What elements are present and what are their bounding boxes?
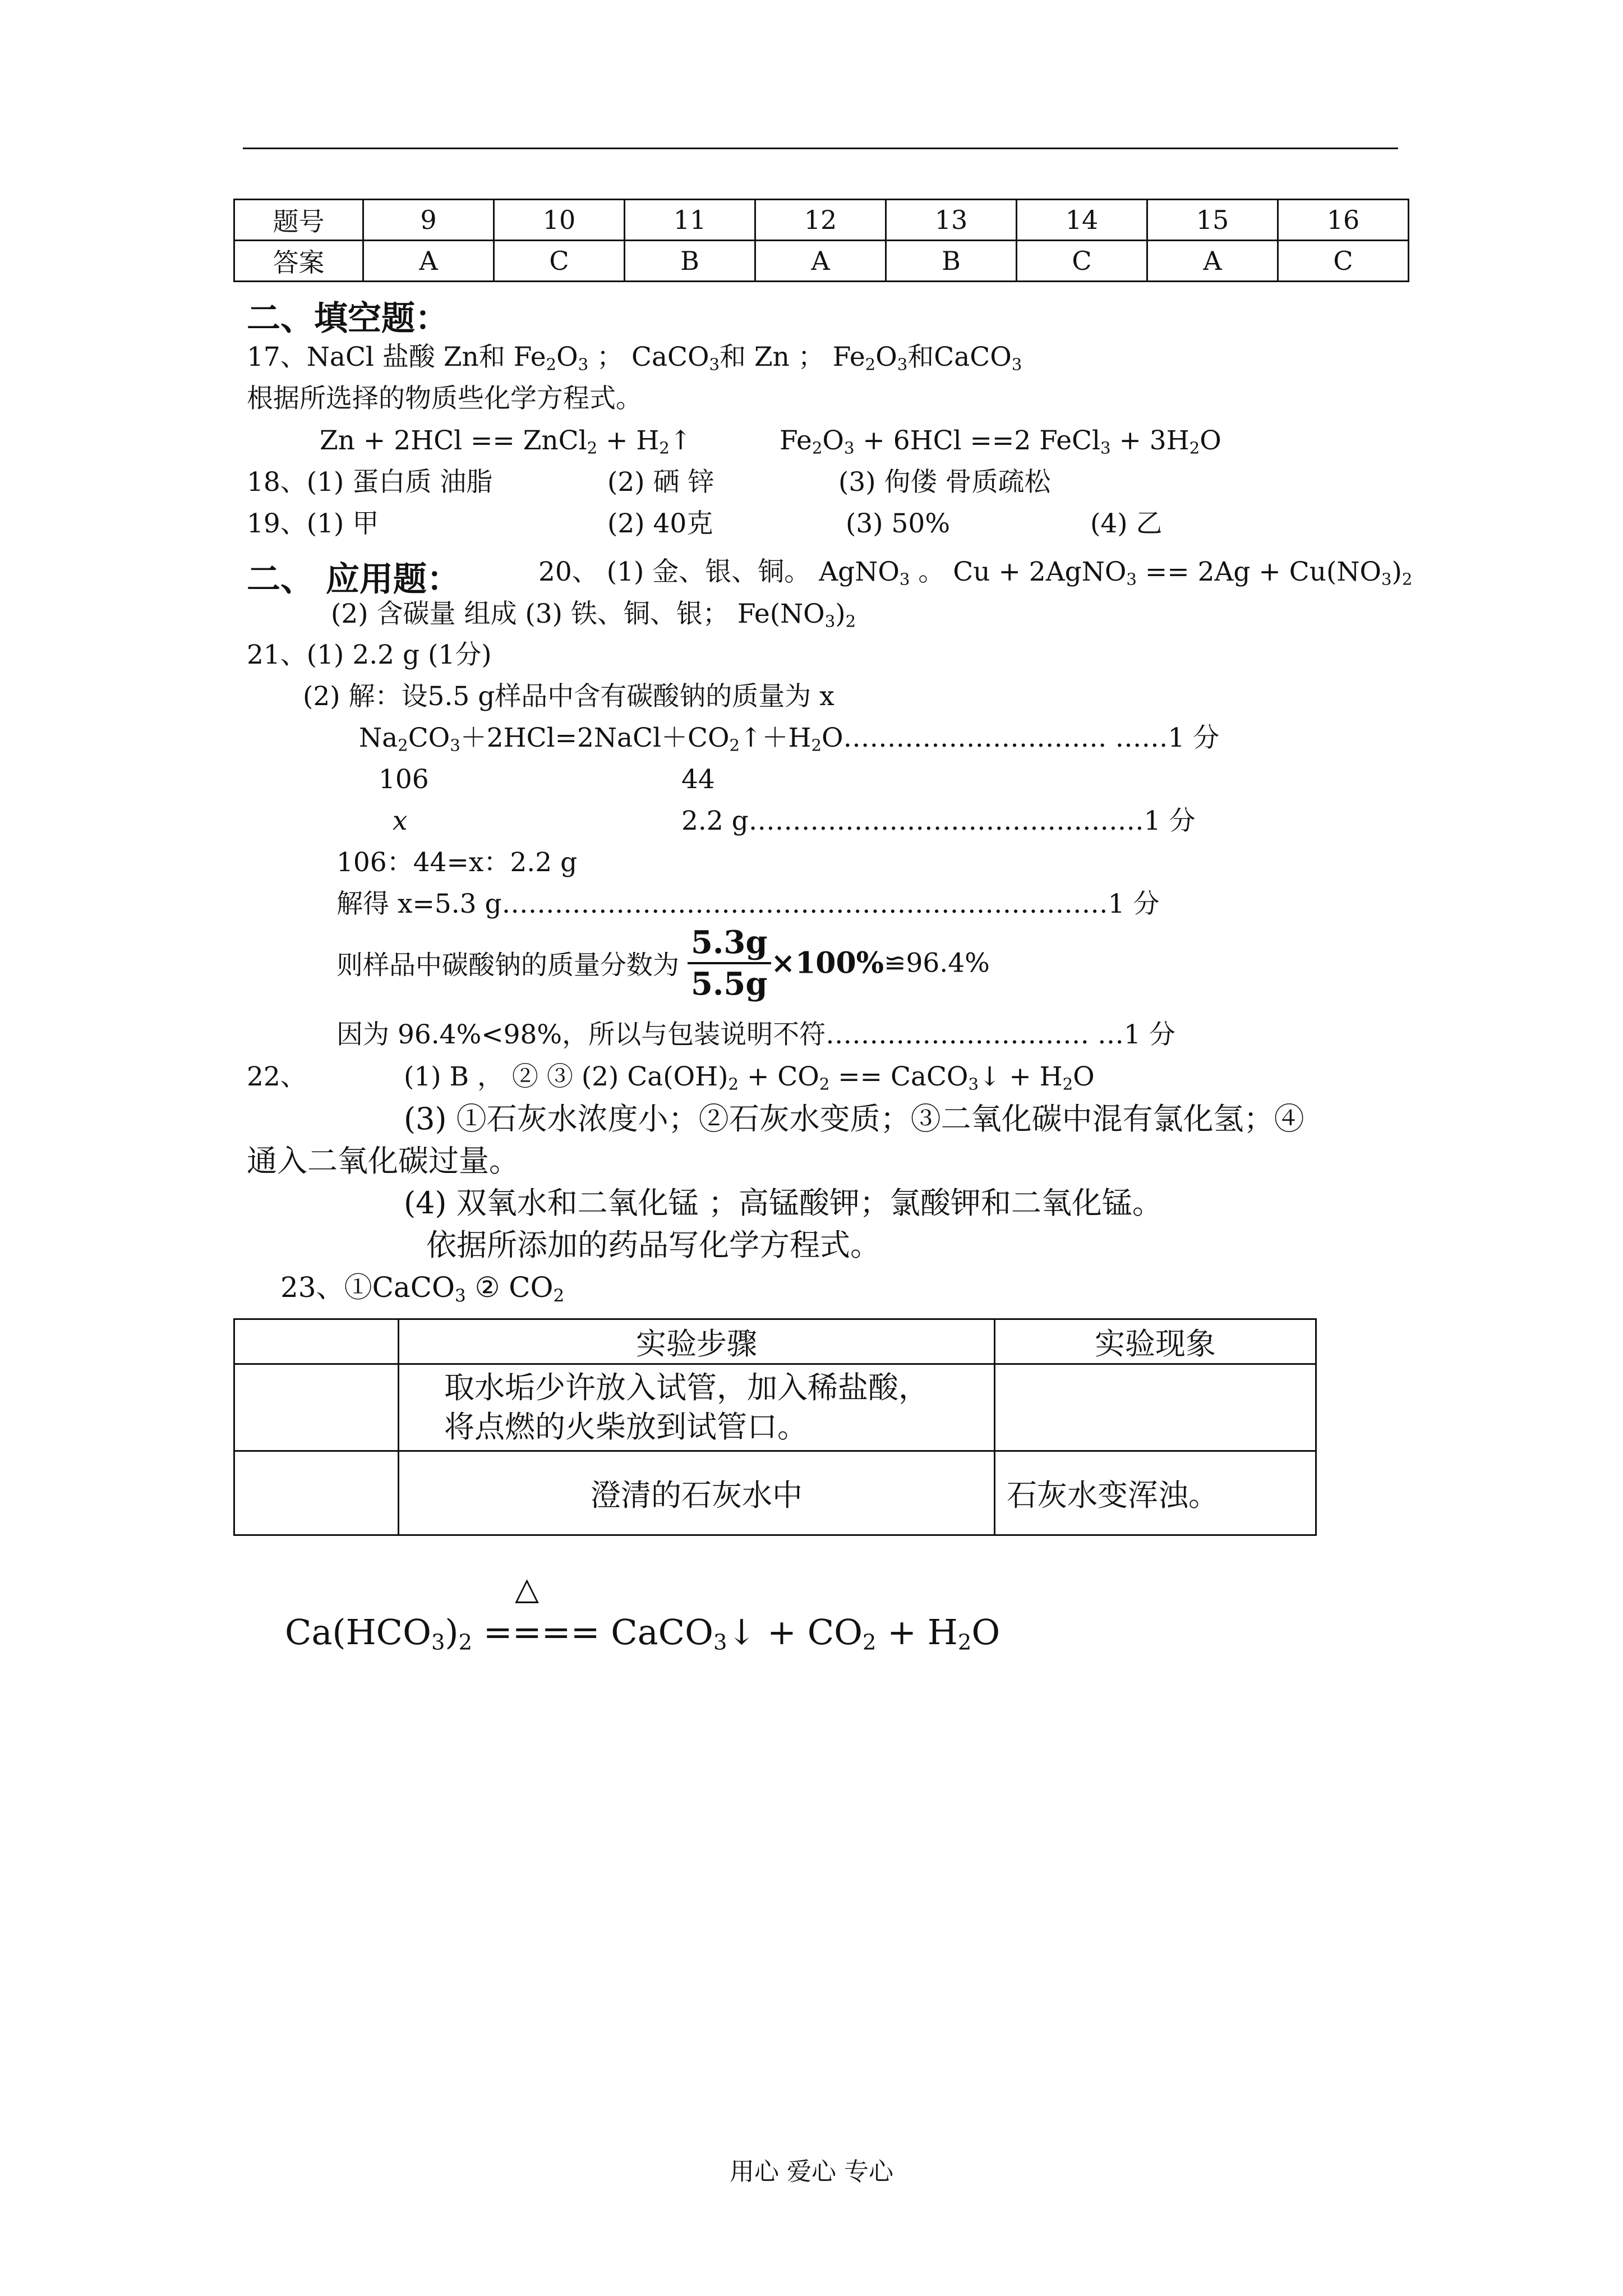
question-number: 12 — [755, 200, 886, 241]
q22-line1: (1) B ， ② ③ (2) $Ca(OH)_2 + CO_2$ == CaCO$_3$↓ + $H_2O$ — [404, 1061, 1095, 1094]
question-number: 13 — [886, 200, 1017, 241]
q19-part4: (4) 乙 — [1090, 508, 1163, 539]
question-number: 10 — [494, 200, 625, 241]
question-number: 16 — [1278, 200, 1409, 241]
q22-line3: (3) ①石灰水浓度小；②石灰水变质；③二氧化碳中混有氯化氢；④ — [404, 1101, 1304, 1137]
q17-line2: 根据所选择的物质些化学方程式。 — [247, 383, 642, 414]
q22-line5: 依据所添加的药品写化学方程式。 — [426, 1227, 880, 1263]
answer-cell: A — [1147, 241, 1278, 282]
q21-molar-mass-1: 106 — [379, 764, 429, 795]
q18-part3: (3) 佝偻 骨质疏松 — [838, 467, 1051, 498]
q17-line1: 17、NaCl 盐酸 Zn和 $Fe_2O_3$ ； CaCO$_3$和 Zn ； $Fe_2O_3$和CaCO$_3$ — [247, 342, 1022, 374]
answer-cell: B — [625, 241, 755, 282]
q20-line1: 20、 (1) 金、银、铜。 AgNO$_3$ 。 Cu + 2AgNO$_3$ == $2Ag + Cu(NO_3)_2$ — [538, 556, 1413, 589]
q22-line3-cont: 通入二氧化碳过量。 — [247, 1143, 519, 1179]
phenomenon-cell-2: 石灰水变浑浊。 — [995, 1451, 1316, 1535]
q21-part1: 21、(1) 2.2 g (1分) — [247, 639, 492, 670]
q19-part3: (3) 50% — [846, 508, 950, 539]
decomposition-equation: $Ca(HCO_3)_2$ ==== CaCO$_3$↓ + $CO_2 + H_2O$ — [285, 1612, 1000, 1655]
heat-triangle-symbol: △ — [515, 1571, 540, 1607]
step-cell-2: 澄清的石灰水中 — [399, 1451, 995, 1535]
question-number: 11 — [625, 200, 755, 241]
table-cell — [234, 1319, 399, 1364]
question-number: 9 — [363, 200, 494, 241]
q22-line4: (4) 双氧水和二氧化锰 ；高锰酸钾；氯酸钾和二氧化锰。 — [404, 1185, 1163, 1221]
answer-cell: A — [363, 241, 494, 282]
q21-part2: (2) 解：设5.5 g样品中含有碳酸钠的质量为 x — [303, 681, 834, 712]
q20-line2: (2) 含碳量 组成 (3) 铁、铜、银； $Fe(NO_3)_2$ — [331, 599, 856, 631]
q21-molar-mass-2: 44 — [681, 764, 715, 795]
answer-cell: C — [1017, 241, 1147, 282]
question-number: 15 — [1147, 200, 1278, 241]
q17-equation-1: Zn + 2HCl == ZnCl$_2$ + $H_2↑$ — [320, 425, 692, 458]
answer-table — [233, 199, 1409, 282]
step-cell-1: 取水垢少许放入试管，加入稀盐酸， 将点燃的火柴放到试管口。 — [399, 1364, 995, 1451]
question-number: 14 — [1017, 200, 1147, 241]
page-footer: 用心 爱心 专心 — [730, 2157, 893, 2186]
table-row — [234, 1451, 1316, 1535]
q21-ratio: 106：44=x：2.2 g — [336, 847, 578, 878]
answer-table-header-row — [234, 200, 1409, 241]
q22-label: 22、 — [247, 1061, 307, 1092]
header-rule — [243, 148, 1398, 149]
table-row-label: 答案 — [234, 241, 363, 282]
fraction: $\frac{5.3g}{5.5g}$ — [688, 923, 771, 1004]
q18-part2: (2) 硒 锌 — [607, 467, 714, 498]
q21-solve: 解得 x=5.3 g……………………………………………………………1 分 — [336, 889, 1160, 919]
q21-unknown: x — [393, 806, 408, 836]
table-row — [234, 1364, 1316, 1451]
table-cell — [995, 1364, 1316, 1451]
table-row — [234, 1319, 1316, 1364]
q19-part2: (2) 40克 — [607, 508, 713, 539]
experiment-table — [233, 1318, 1317, 1536]
q23-line: 23、①CaCO$_3$ ② $CO_2$ — [280, 1271, 565, 1306]
answer-cell: C — [1278, 241, 1409, 282]
q21-equation: $Na_2CO_3+2HCl=2NaCl+CO_2↑+H_2O\dots\dots\dots\dots\dots\dots\dots\dots\dots\dots$ ……1 分 — [359, 723, 1220, 755]
q17-equation-2: $Fe_2O_3 + 6HCl ==2$ FeCl$_3$ + $3H_2O$ — [780, 425, 1221, 458]
table-cell — [234, 1364, 399, 1451]
table-row-label: 题号 — [234, 200, 363, 241]
column-header-step: 实验步骤 — [399, 1319, 995, 1364]
section-heading-apply: 二、 应用题： — [247, 560, 460, 599]
answer-cell: B — [886, 241, 1017, 282]
table-cell — [234, 1451, 399, 1535]
q21-fraction-line: 则样品中碳酸钠的质量分数为 $\frac{5.3g}{5.5g}$ ×100%≌96.4% — [336, 924, 990, 1002]
section-heading-fill: 二、填空题： — [247, 299, 449, 338]
q21-conclusion: 因为 96.4%<98%，所以与包装说明不符………………………… …1 分 — [336, 1019, 1175, 1050]
q21-mass-line: 2.2 g………………………………………1 分 — [681, 806, 1196, 836]
q19-part1: 19、(1) 甲 — [247, 508, 379, 539]
answer-table-answer-row — [234, 241, 1409, 282]
answer-cell: A — [755, 241, 886, 282]
column-header-phenomenon: 实验现象 — [995, 1319, 1316, 1364]
answer-cell: C — [494, 241, 625, 282]
q18-part1: 18、(1) 蛋白质 油脂 — [247, 467, 493, 498]
